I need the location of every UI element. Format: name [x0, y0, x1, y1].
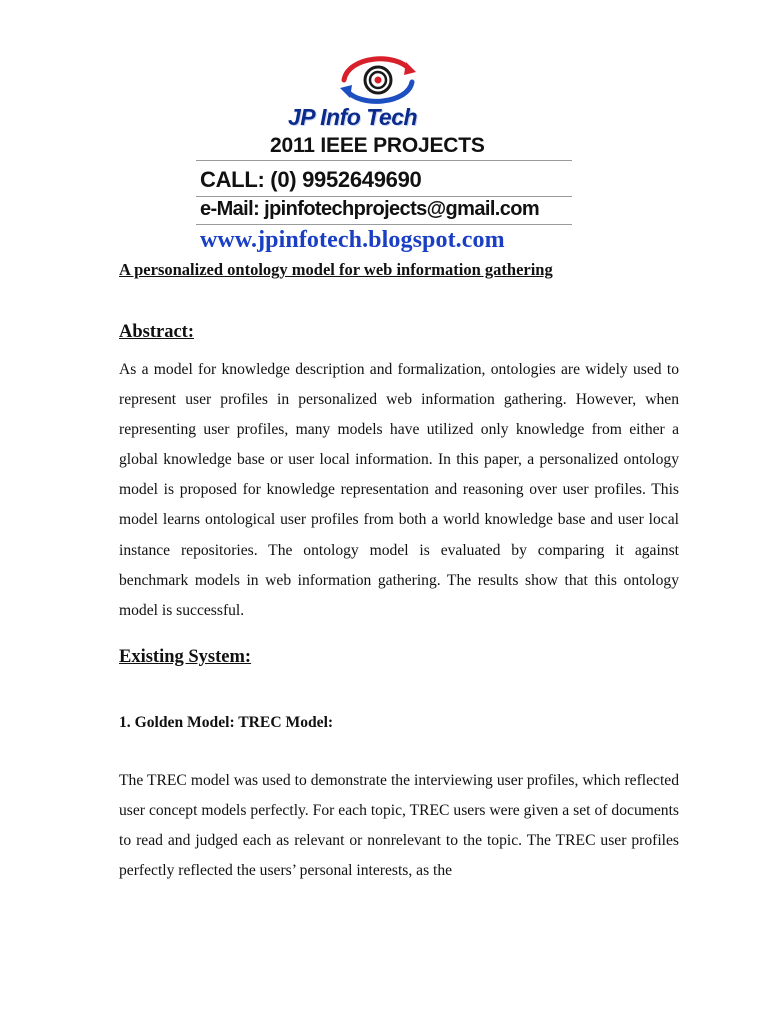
header-divider — [196, 160, 572, 161]
golden-model-subheading: 1. Golden Model: TREC Model: — [119, 714, 334, 731]
header-divider — [196, 196, 572, 197]
email-address[interactable]: jpinfotechprojects@gmail.com — [264, 198, 540, 220]
document-title: A personalized ontology model for web information gathering — [119, 260, 553, 279]
abstract-paragraph: As a model for knowledge description and formalization, ontologies are widely used to represent user profiles in personalized web information gathering. However, when representing user profiles, many models have utilized only knowledge from either a global knowledge base or user local information. In this paper, a personalized ontology model is proposed for knowledge representation and reasoning over user profiles. This model learns ontological user profiles from both a world knowledge base and user local instance repositories. The ontology model is evaluated by comparing it against benchmark models in web information gathering. The results show that this ontology model is successful. — [119, 361, 679, 619]
email-line — [200, 198, 539, 221]
existing-system-heading: Existing System: — [119, 647, 252, 667]
projects-banner: 2011 IEEE PROJECTS — [270, 134, 485, 157]
brand-name: JP Info Tech — [288, 104, 418, 130]
abstract-heading: Abstract: — [119, 322, 195, 342]
website-link[interactable]: www.jpinfotech.blogspot.com — [200, 227, 505, 253]
phone-number: CALL: (0) 9952649690 — [200, 167, 422, 192]
jp-info-tech-logo-icon — [336, 50, 420, 110]
email-label: e-Mail: — [200, 198, 260, 220]
header-divider — [196, 224, 572, 225]
trec-paragraph: The TREC model was used to demonstrate the interviewing user profiles, which reflected user concept models perfectly. For each topic, TREC users were given a set of documents to read and judged each as relevant or nonrelevant to the topic. The TREC user profiles perfectly reflected the users’ personal interests, as the — [119, 772, 679, 880]
